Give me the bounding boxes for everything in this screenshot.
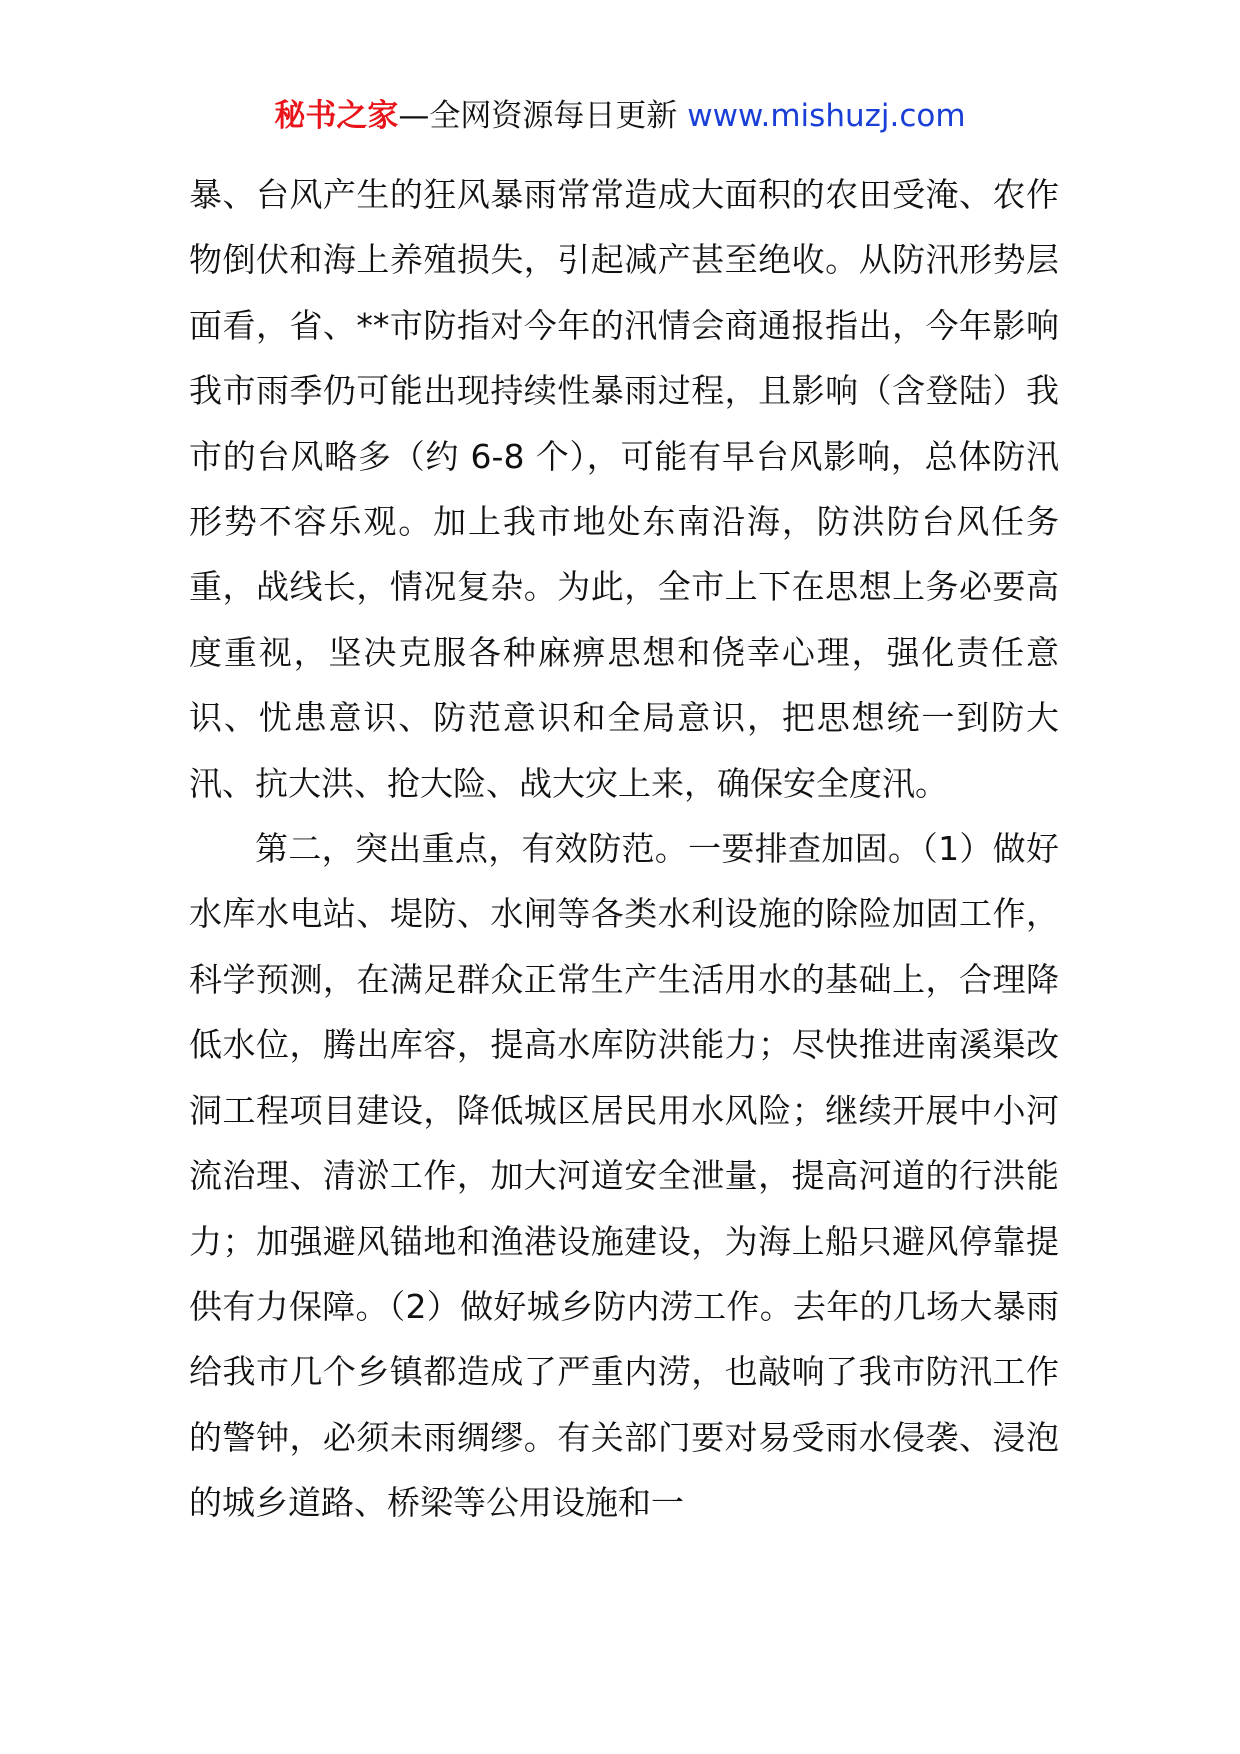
page-header (0, 96, 1240, 136)
header-tagline: —全网资源每日更新 (398, 98, 678, 134)
brand-name: 秘书之家 (274, 98, 399, 134)
paragraph-second-point: 第二，突出重点，有效防范。一要排查加固。（1）做好水库水电站、堤防、水闸等各类水利设施的除险加固工作，科学预测，在满足群众正常生产生活用水的基础上，合理降低水位，腾出库容，提高水库防洪能力；尽快推进南溪渠改洞工程项目建设，降低城区居民用水风险；继续开展中小河流治理、清淤工作，加大河道安全泄量，提高河道的行洪能力；加强避风锚地和渔港设施建设，为海上船只避风停靠提供有力保障。（2）做好城乡防内涝工作。去年的几场大暴雨给我市几个乡镇都造成了严重内涝，也敲响了我市防汛工作的警钟，必须未雨绸缪。有关部门要对易受雨水侵袭、浸泡的城乡道路、桥梁等公用设施和一 (189, 829, 1059, 1523)
site-url-link[interactable]: www.mishuzj.com (687, 98, 966, 134)
document-body (189, 162, 1059, 1536)
paragraph-continued: 暴、台风产生的狂风暴雨常常造成大面积的农田受淹、农作物倒伏和海上养殖损失，引起减产甚至绝收。从防汛形势层面看，省、**市防指对今年的汛情会商通报指出，今年影响我市雨季仍可能出现持续性暴雨过程，且影响（含登陆）我市的台风略多（约 6-8 个），可能有早台风影响，总体防汛形势不容乐观。加上我市地处东南沿海，防洪防台风任务重，战线长，情况复杂。为此，全市上下在思想上务必要高度重视，坚决克服各种麻痹思想和侥幸心理，强化责任意识、忧患意识、防范意识和全局意识，把思想统一到防大汛、抗大洪、抢大险、战大灾上来，确保安全度汛。 (189, 175, 1059, 803)
